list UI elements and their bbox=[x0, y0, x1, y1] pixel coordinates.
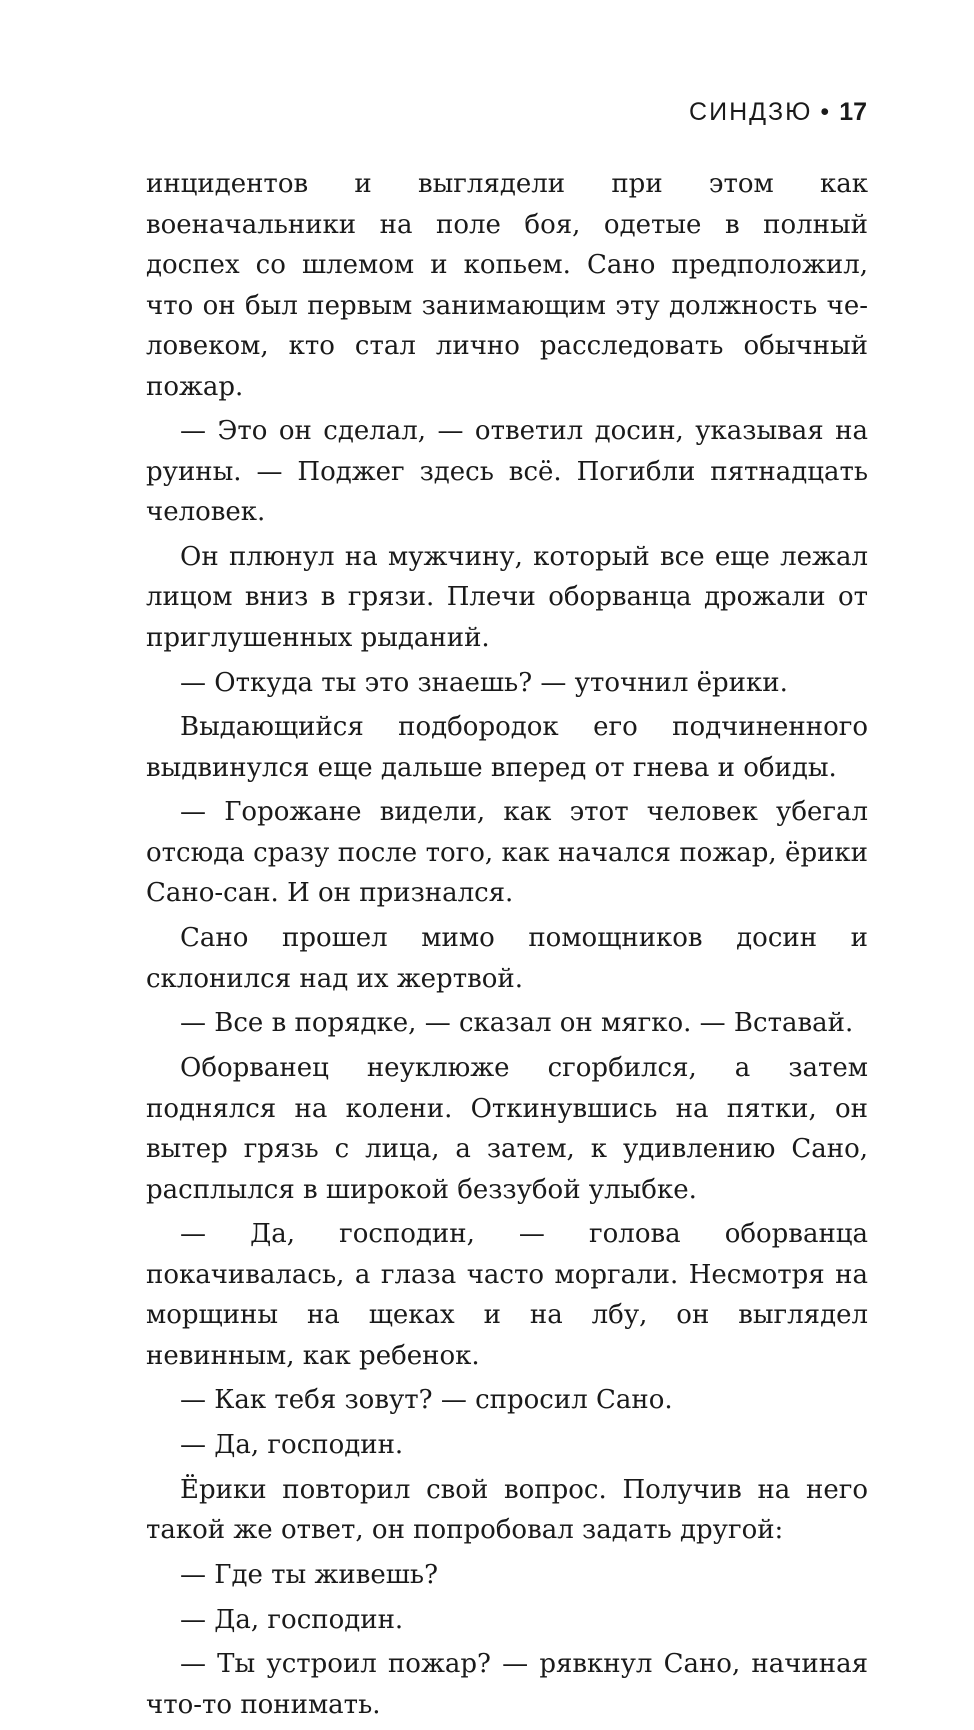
paragraph: — Да, господин. bbox=[180, 1430, 404, 1461]
paragraph: Ёрики повторил свой вопрос. Получив на него такой же ответ, он попробовал задать другой: bbox=[146, 1474, 868, 1546]
paragraph: — Как тебя зовут? — спросил Сано. bbox=[180, 1385, 673, 1416]
paragraph: — Ты устроил пожар? — рявкнул Сано, начиная что-то понимать. bbox=[146, 1649, 868, 1720]
paragraph: — Горожане видели, как этот человек убегал отсюда сразу после того, как начался пожар, ёрики Сано-сан. И он признался. bbox=[146, 797, 868, 909]
paragraph: Оборванец неуклюже сгорбился, а затем поднялся на колени. Откинувшись на пятки, он вытер грязь с лица, а затем, к удивлению Сано, расплылся в широкой беззубой улыбке. bbox=[146, 1053, 868, 1205]
running-title: СИНДЗЮ bbox=[689, 98, 813, 126]
paragraph: Выдающийся подбородок его подчиненного выдвинулся еще дальше вперед от гнева и обиды. bbox=[146, 712, 868, 783]
body-text bbox=[146, 164, 868, 1730]
paragraph: Сано прошел мимо помощников досин и склонился над их жертвой. bbox=[146, 923, 868, 994]
paragraph: — Где ты живешь? bbox=[180, 1559, 439, 1590]
paragraph: — Да, господин, — голова оборванца покачивалась, а глаза часто моргали. Несмотря на морщины на щеках и на лбу, он выглядел невинным, как ребенок. bbox=[146, 1219, 868, 1371]
paragraph-continuation: инцидентов и выглядели при этом как военачальники на поле боя, одетые в полный доспех со шлемом и копьем. Сано предположил, что он был первым занимающим эту должность человеком, кто стал лично расследовать обычный пожар. bbox=[146, 169, 868, 402]
paragraph: — Это он сделал, — ответил досин, указывая на руины. — Поджег здесь всё. Погибли пятнадцать человек. bbox=[146, 416, 868, 528]
paragraph: — Откуда ты это знаешь? — уточнил ёрики. bbox=[180, 667, 788, 698]
paragraph: — Да, господин. bbox=[180, 1604, 404, 1635]
header-separator: • bbox=[820, 98, 832, 126]
page-number: 17 bbox=[839, 98, 867, 126]
paragraph: — Все в порядке, — сказал он мягко. — Вставай. bbox=[180, 1008, 854, 1039]
running-header bbox=[689, 98, 867, 127]
paragraph: Он плюнул на мужчину, который все еще лежал лицом вниз в грязи. Плечи оборванца дрожали от приглушенных рыданий. bbox=[146, 541, 868, 653]
